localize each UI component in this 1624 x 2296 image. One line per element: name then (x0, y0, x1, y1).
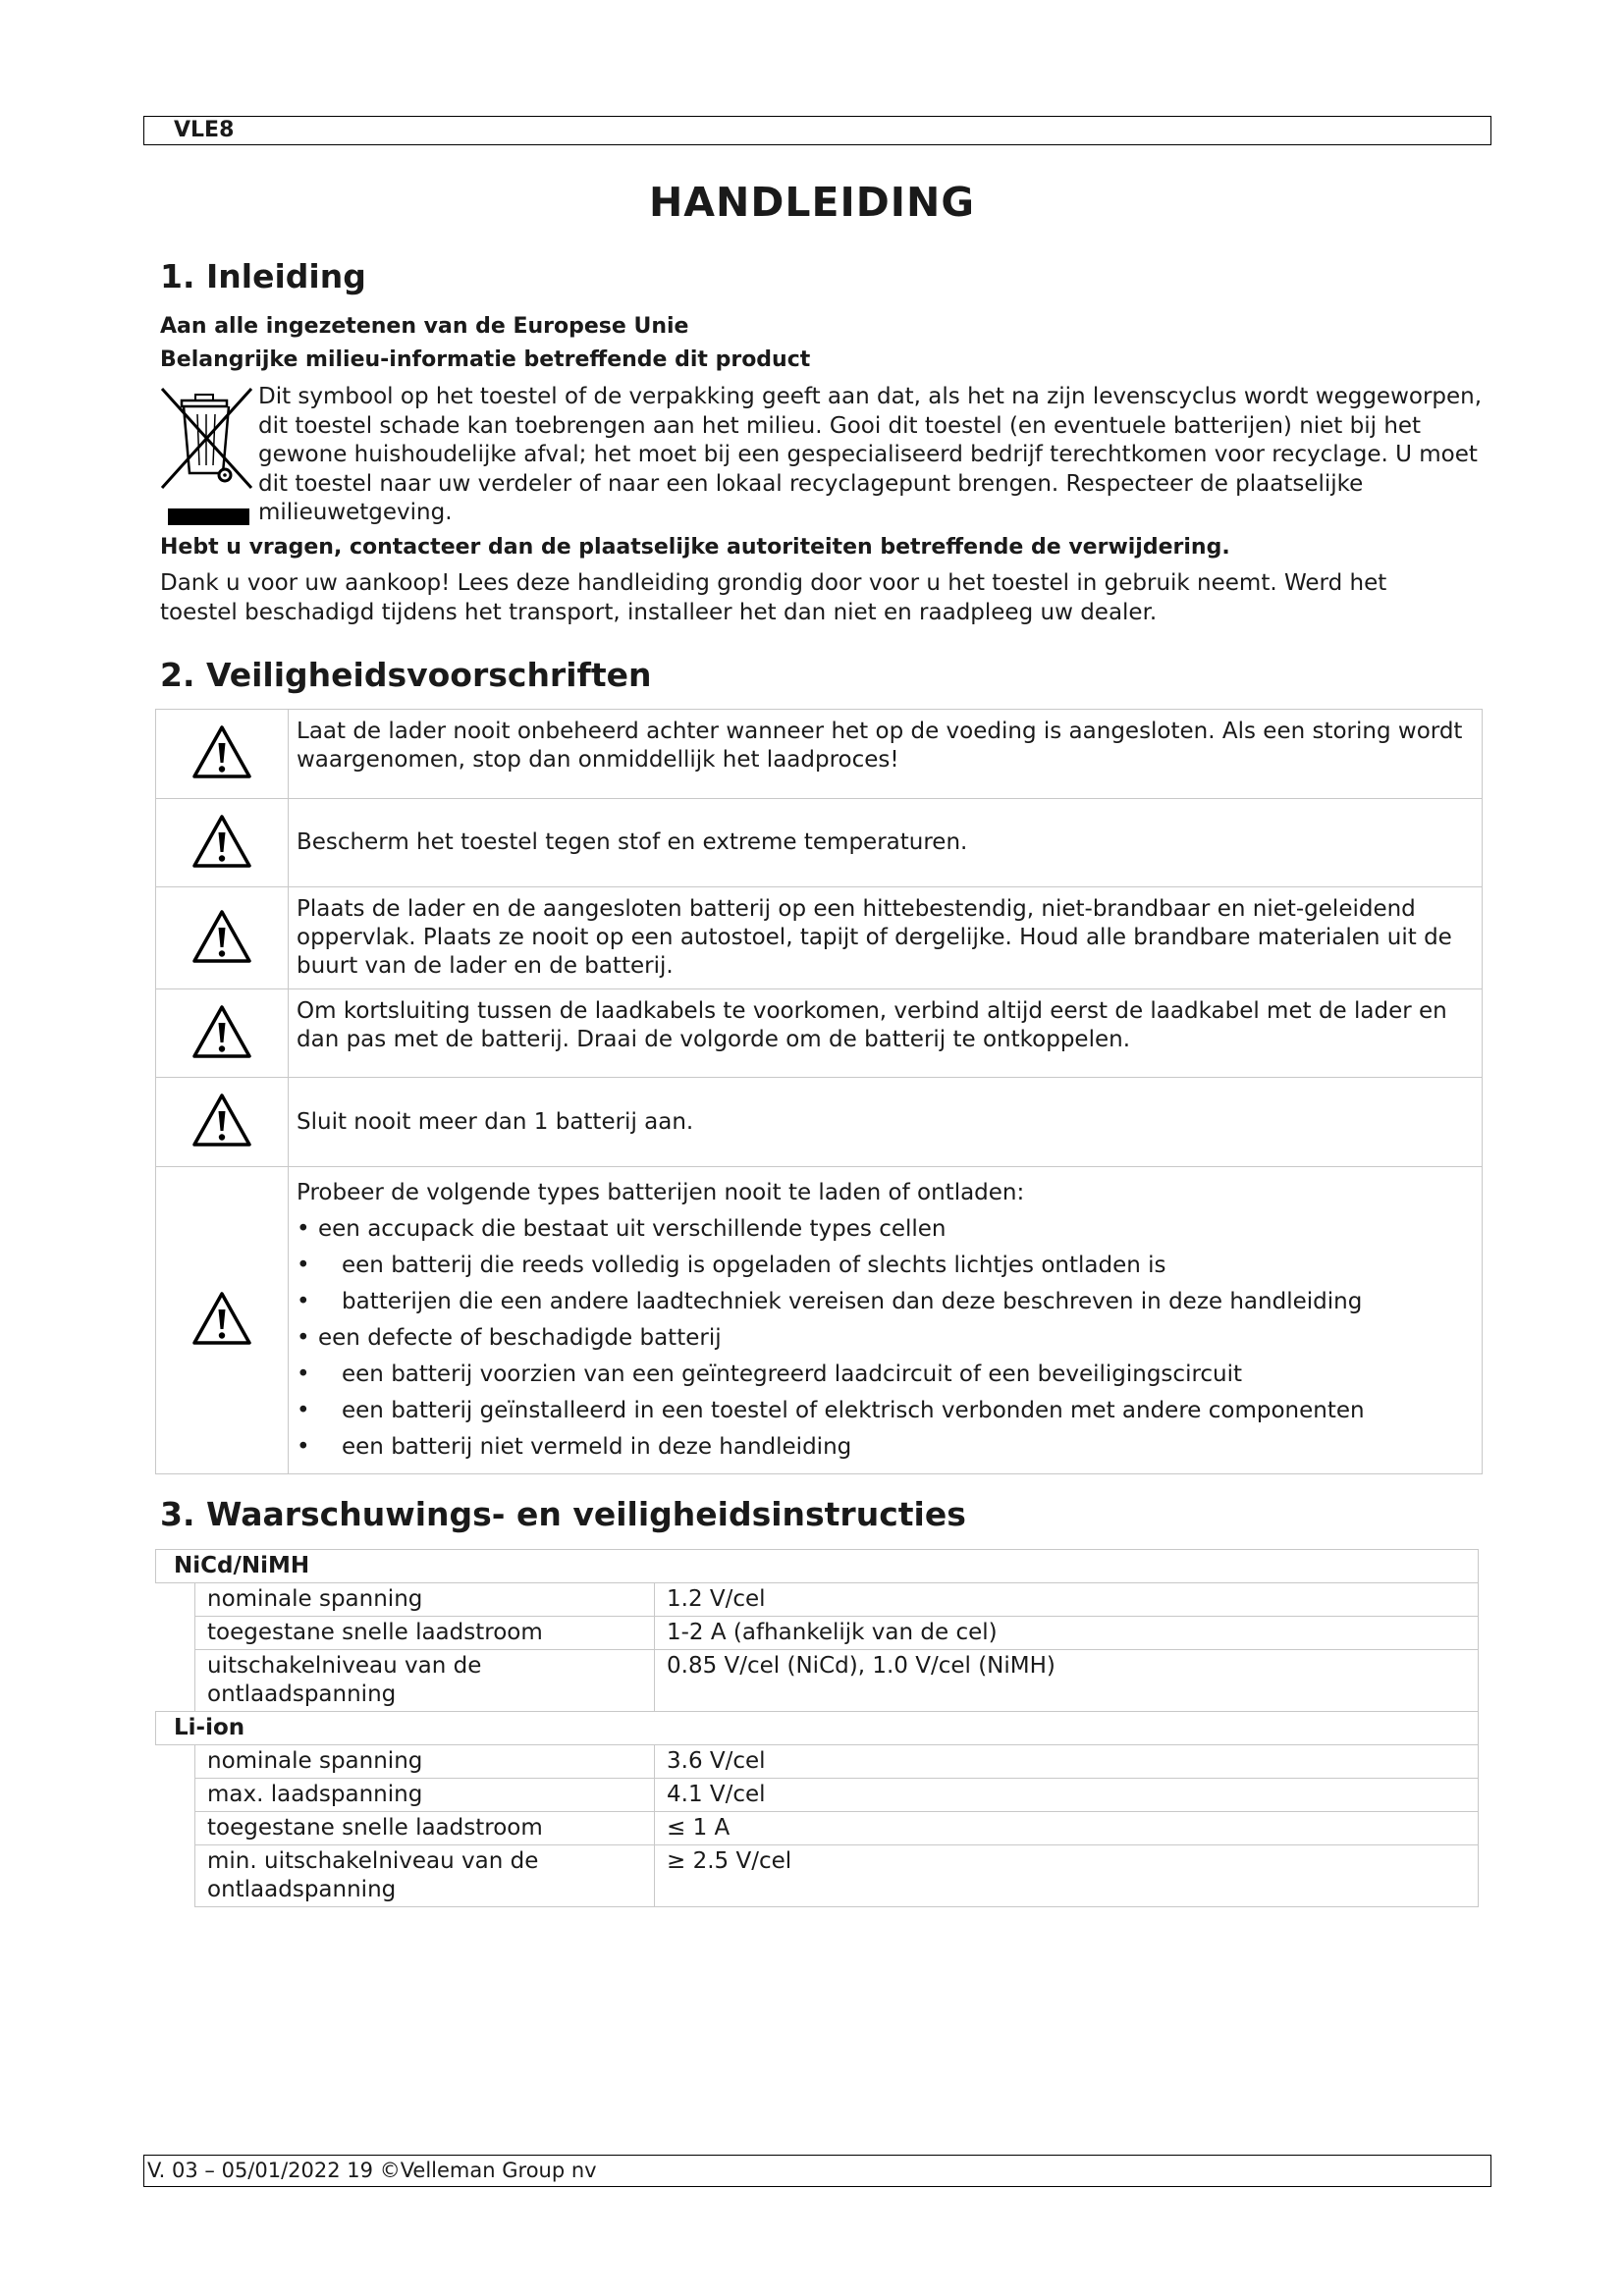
spec-group-row (156, 1550, 1479, 1583)
spec-value: ≥ 2.5 V/cel (655, 1845, 1479, 1907)
footer: V. 03 – 05/01/2022 19 ©Velleman Group nv (143, 2155, 1491, 2187)
table-row (156, 1583, 1479, 1617)
list-item: • een batterij geïnstalleerd in een toestel of elektrisch verbonden met andere componenten (297, 1398, 1365, 1423)
section-3-heading: 3. Waarschuwings- en veiligheidsinstructies (160, 1495, 966, 1533)
safety-row (156, 1167, 1483, 1474)
questions-line: Hebt u vragen, contacteer dan de plaatselijke autoriteiten betreffende de verwijdering. (160, 535, 1230, 560)
warning-triangle-icon (190, 1092, 253, 1148)
safety-row (156, 989, 1483, 1078)
spec-value: ≤ 1 A (655, 1812, 1479, 1845)
warning-triangle-icon (190, 1003, 253, 1060)
warning-triangle-icon (190, 908, 253, 965)
spec-value: 3.6 V/cel (655, 1745, 1479, 1779)
spec-label: min. uitschakelniveau van de ontlaadspanning (195, 1845, 655, 1907)
safety-row-text: Bescherm het toestel tegen stof en extreme temperaturen. (289, 799, 1483, 887)
spec-label: nominale spanning (195, 1745, 655, 1779)
warning-triangle-icon (190, 1290, 253, 1347)
header-model: VLE8 (143, 116, 1491, 145)
page-title: HANDLEIDING (648, 179, 976, 226)
table-row (156, 1812, 1479, 1845)
safety-row-text: Laat de lader nooit onbeheerd achter wanneer het op de voeding is aangesloten. Als een storing wordt waargenomen, stop dan onmiddellijk het laadproces! (289, 710, 1483, 799)
table-row (156, 1745, 1479, 1779)
safety-table (155, 709, 1483, 1474)
table-row (156, 1650, 1479, 1712)
section-2-heading: 2. Veiligheidsvoorschriften (160, 656, 652, 694)
warning-triangle-icon (190, 723, 253, 780)
safety-row-text: Sluit nooit meer dan 1 batterij aan. (289, 1078, 1483, 1167)
battery-list-intro: Probeer de volgende types batterijen nooit te laden of ontladen: (297, 1180, 1025, 1205)
weee-text: Dit symbool op het toestel of de verpakking geeft aan dat, als het na zijn levenscyclus wordt weggeworpen, dit toestel schade kan toebrengen aan het milieu. Gooi dit toestel (en eventuele batterijen) niet bij het gewone huishoudelijke afval; het moet bij een gespecialiseerd bedrijf terechtkomen voor recyclage. U moet dit toestel naar uw verdeler of naar een lokaal recyclagepunt brengen. Respecteer de plaatselijke milieuwetgeving. (258, 384, 1483, 525)
spec-value: 1-2 A (afhankelijk van de cel) (655, 1617, 1479, 1650)
spec-group-name: NiCd/NiMH (156, 1550, 1479, 1583)
spec-value: 1.2 V/cel (655, 1583, 1479, 1617)
spec-group-row (156, 1712, 1479, 1745)
env-info-line: Belangrijke milieu-informatie betreffende dit product (160, 347, 811, 372)
safety-row (156, 710, 1483, 799)
spec-group-name: Li-ion (156, 1712, 1479, 1745)
list-item: • een defecte of beschadigde batterij (297, 1325, 722, 1351)
safety-row-text: Om kortsluiting tussen de laadkabels te voorkomen, verbind altijd eerst de laadkabel met de lader en dan pas met de batterij. Draai de volgorde om de batterij te ontkoppelen. (289, 989, 1483, 1078)
safety-row (156, 799, 1483, 887)
spec-label: toegestane snelle laadstroom (195, 1812, 655, 1845)
table-row (156, 1779, 1479, 1812)
safety-row-text: Plaats de lader en de aangesloten batterij op een hittebestendig, niet-brandbaar en niet-geleidend oppervlak. Plaats ze nooit op een autostoel, tapijt of dergelijke. Houd alle brandbare materialen uit de buurt van de lader en de batterij. (289, 887, 1483, 989)
safety-row (156, 1078, 1483, 1167)
spec-table (155, 1549, 1479, 1907)
spec-label: uitschakelniveau van de ontlaadspanning (195, 1650, 655, 1712)
spec-label: nominale spanning (195, 1583, 655, 1617)
crossed-bin-icon (160, 387, 253, 490)
list-item: • een accupack die bestaat uit verschillende types cellen (297, 1216, 947, 1242)
list-item: • batterijen die een andere laadtechniek vereisen dan deze beschreven in deze handleiding (297, 1289, 1363, 1314)
section-1-heading: 1. Inleiding (160, 257, 366, 295)
spec-label: toegestane snelle laadstroom (195, 1617, 655, 1650)
spec-value: 0.85 V/cel (NiCd), 1.0 V/cel (NiMH) (655, 1650, 1479, 1712)
warning-triangle-icon (190, 813, 253, 870)
table-row (156, 1617, 1479, 1650)
table-row (156, 1845, 1479, 1907)
thanks-text: Dank u voor uw aankoop! Lees deze handleiding grondig door voor u het toestel in gebruik neemt. Werd het toestel beschadigd tijdens het transport, installeer het dan niet en raadpleeg uw dealer. (160, 570, 1387, 625)
list-item: • een batterij die reeds volledig is opgeladen of slechts lichtjes ontladen is (297, 1253, 1166, 1278)
list-item: • een batterij niet vermeld in deze handleiding (297, 1434, 852, 1460)
spec-label: max. laadspanning (195, 1779, 655, 1812)
weee-black-bar (168, 508, 249, 525)
spec-value: 4.1 V/cel (655, 1779, 1479, 1812)
list-item: • een batterij voorzien van een geïntegreerd laadcircuit of een beveiligingscircuit (297, 1362, 1243, 1387)
battery-types-cell (289, 1167, 1483, 1474)
safety-row (156, 887, 1483, 989)
eu-line: Aan alle ingezetenen van de Europese Unie (160, 314, 689, 339)
